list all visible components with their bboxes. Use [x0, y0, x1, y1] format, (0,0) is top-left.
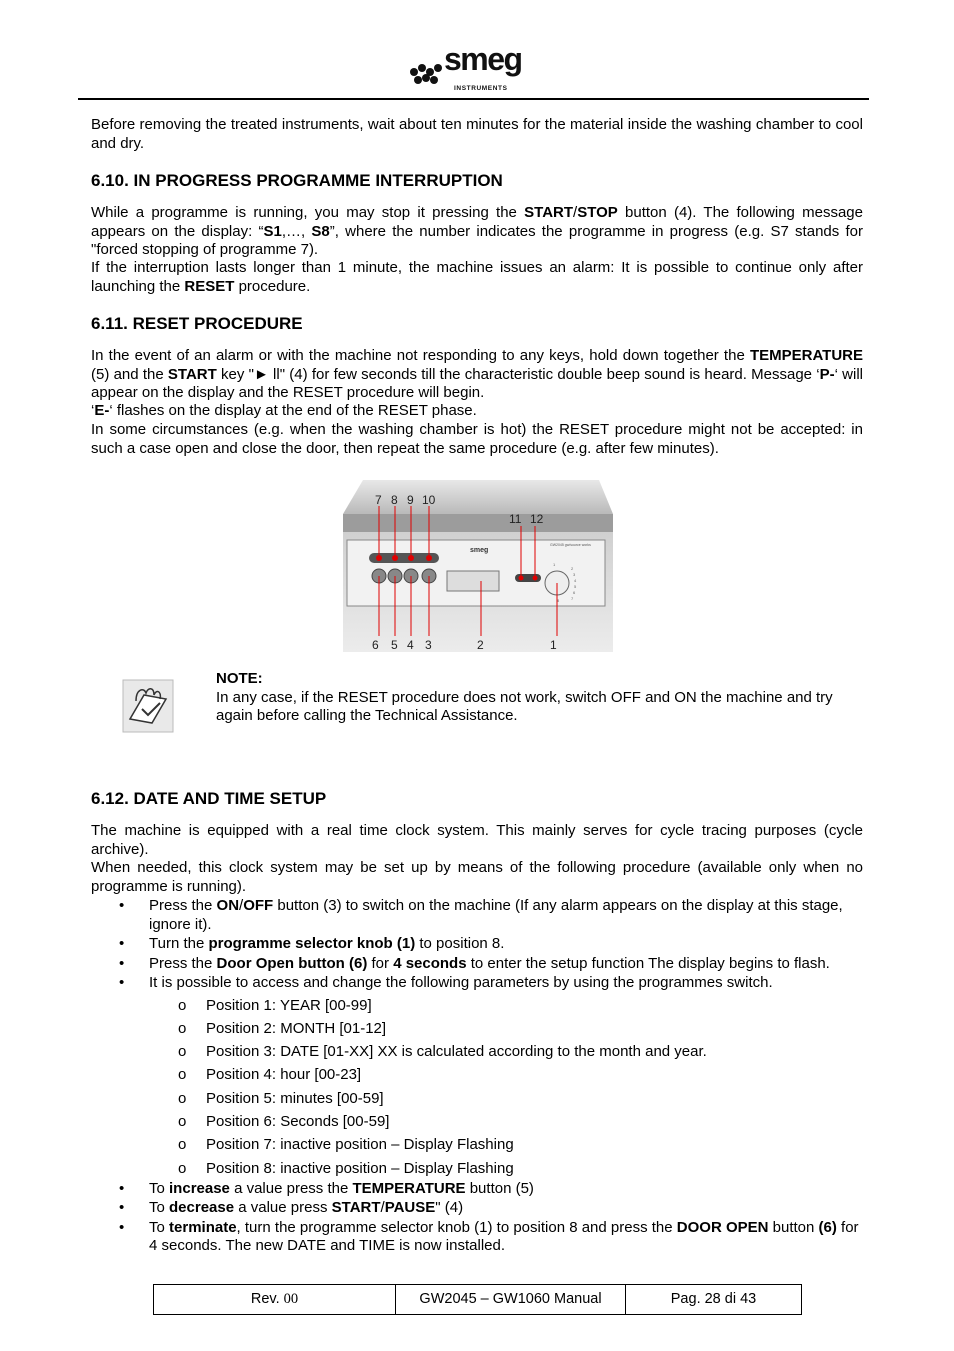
- position-item: o Position 7: inactive position – Display Flashing: [178, 1136, 514, 1154]
- note-block: [216, 670, 866, 726]
- section-6-12-paragraph-1: The machine is equipped with a real time clock system. This mainly serves for cycle tracing purposes (cycle archive).: [91, 822, 863, 858]
- knob-mark-6: 6: [573, 590, 576, 595]
- list-item: • Press the Door Open button (6) for 4 seconds to enter the setup function The display begins to flash.: [119, 954, 830, 972]
- section-6-11-heading: 6.11. RESET PROCEDURE: [91, 314, 303, 333]
- list-item: • To increase a value press the TEMPERATURE button (5): [119, 1179, 534, 1197]
- section-6-12-paragraph-2: When needed, this clock system may be set up by means of the following procedure (available only when no programme is running).: [91, 859, 863, 895]
- section-6-10-heading: 6.10. IN PROGRESS PROGRAMME INTERRUPTION: [91, 171, 503, 190]
- knob-mark-2: 2: [571, 566, 574, 571]
- section-6-10-paragraph-1: While a programme is running, you may stop it pressing the START/STOP button (4). The following message appears on the display: “S1,…, S8”, where the number indicates the programme in progress (e.g. S7 stands for "forced stopping of programme 7).: [91, 204, 863, 258]
- position-item: o Position 8: inactive position – Display Flashing: [178, 1159, 514, 1177]
- setup-steps-list: [91, 897, 871, 1256]
- position-item: o Position 4: hour [00-23]: [178, 1066, 362, 1084]
- label-2: 2: [477, 638, 484, 652]
- knob-mark-7: 7: [571, 596, 574, 601]
- panel-brand: smeg: [470, 547, 489, 554]
- position-item: o Position 5: minutes [00-59]: [178, 1089, 384, 1107]
- label-9: 9: [407, 493, 414, 507]
- list-item: • It is possible to access and change the following parameters by using the programmes switch.: [119, 974, 773, 991]
- footer-page: Pag. 28 di 43: [670, 1291, 757, 1308]
- label-3: 3: [425, 638, 432, 652]
- position-item: o Position 2: MONTH [01-12]: [178, 1019, 387, 1037]
- list-item: • Press the ON/OFF button (3) to switch on the machine (If any alarm appears on the display at this stage, ignore it).: [119, 897, 843, 933]
- knob-mark-4: 4: [574, 578, 577, 583]
- section-6-11-paragraph-3: In some circumstances (e.g. when the washing chamber is hot) the RESET procedure might not be accepted: in such a case open and close the door, then repeat the same procedure (e.g. after few minutes).: [91, 421, 863, 457]
- machine-lid: [343, 480, 613, 514]
- label-11: 11: [509, 512, 522, 526]
- list-item: • To decrease a value press START/PAUSE" (4): [119, 1199, 464, 1217]
- position-item: o Position 3: DATE [01-XX] XX is calculated according to the month and year.: [178, 1043, 707, 1061]
- section-6-12-heading: 6.12. DATE AND TIME SETUP: [91, 789, 327, 808]
- label-10: 10: [422, 493, 436, 507]
- label-8: 8: [391, 493, 398, 507]
- list-item: • Turn the programme selector knob (1) to position 8.: [119, 935, 505, 952]
- knob-mark-3: 3: [573, 572, 576, 577]
- footer-revision: Rev. 00: [154, 1285, 396, 1314]
- list-item: • To terminate, turn the programme selector knob (1) to position 8 and press the DOOR OPEN button (6) for 4 seconds. The new DATE and TIME is now installed.: [119, 1218, 859, 1255]
- position-item: o Position 1: YEAR [00-99]: [178, 996, 372, 1014]
- logo-subtext: INSTRUMENTS: [454, 85, 508, 92]
- control-panel-figure: [335, 476, 620, 652]
- display-2: [447, 571, 499, 591]
- section-6-11-paragraph-1: In the event of an alarm or with the machine not responding to any keys, hold down together the TEMPERATURE (5) and the START key "► ll" (4) for few seconds till the characteristic double beep sound is heard. Message ‘P-‘ will appear on the display and the RESET procedure will begin.: [91, 347, 863, 401]
- label-12: 12: [530, 512, 544, 526]
- section-6-10-paragraph-2: If the interruption lasts longer than 1 minute, the machine issues an alarm: It is possible to continue only after launching the RESET procedure.: [91, 259, 863, 295]
- note-hand-icon: [122, 679, 174, 733]
- knob-mark-1: 1: [553, 562, 556, 567]
- note-title: NOTE:: [216, 670, 263, 687]
- label-5: 5: [391, 638, 398, 652]
- lid-front: [343, 514, 613, 532]
- footer-table: [153, 1284, 802, 1315]
- footer-manual: GW2045 – GW1060 Manual: [396, 1285, 626, 1314]
- note-text: In any case, if the RESET procedure does not work, switch OFF and ON the machine and try again before calling the Technical Assistance.: [216, 688, 833, 724]
- knob-mark-8: 8: [557, 598, 560, 603]
- logo-wordmark: smeg: [444, 41, 522, 77]
- smeg-logo: [408, 41, 540, 92]
- intro-paragraph: Before removing the treated instruments, wait about ten minutes for the material inside the washing chamber to cool and dry.: [91, 116, 863, 152]
- label-7: 7: [375, 493, 382, 507]
- panel-model: GW2045 gw/source works: [550, 543, 591, 547]
- label-6: 6: [372, 638, 379, 652]
- label-4: 4: [407, 638, 414, 652]
- position-item: o Position 6: Seconds [00-59]: [178, 1112, 390, 1130]
- header-rule: [78, 98, 869, 100]
- knob-mark-5: 5: [574, 584, 577, 589]
- label-1: 1: [550, 638, 557, 652]
- section-6-11-paragraph-2: ‘E-‘ flashes on the display at the end of the RESET phase.: [91, 402, 477, 419]
